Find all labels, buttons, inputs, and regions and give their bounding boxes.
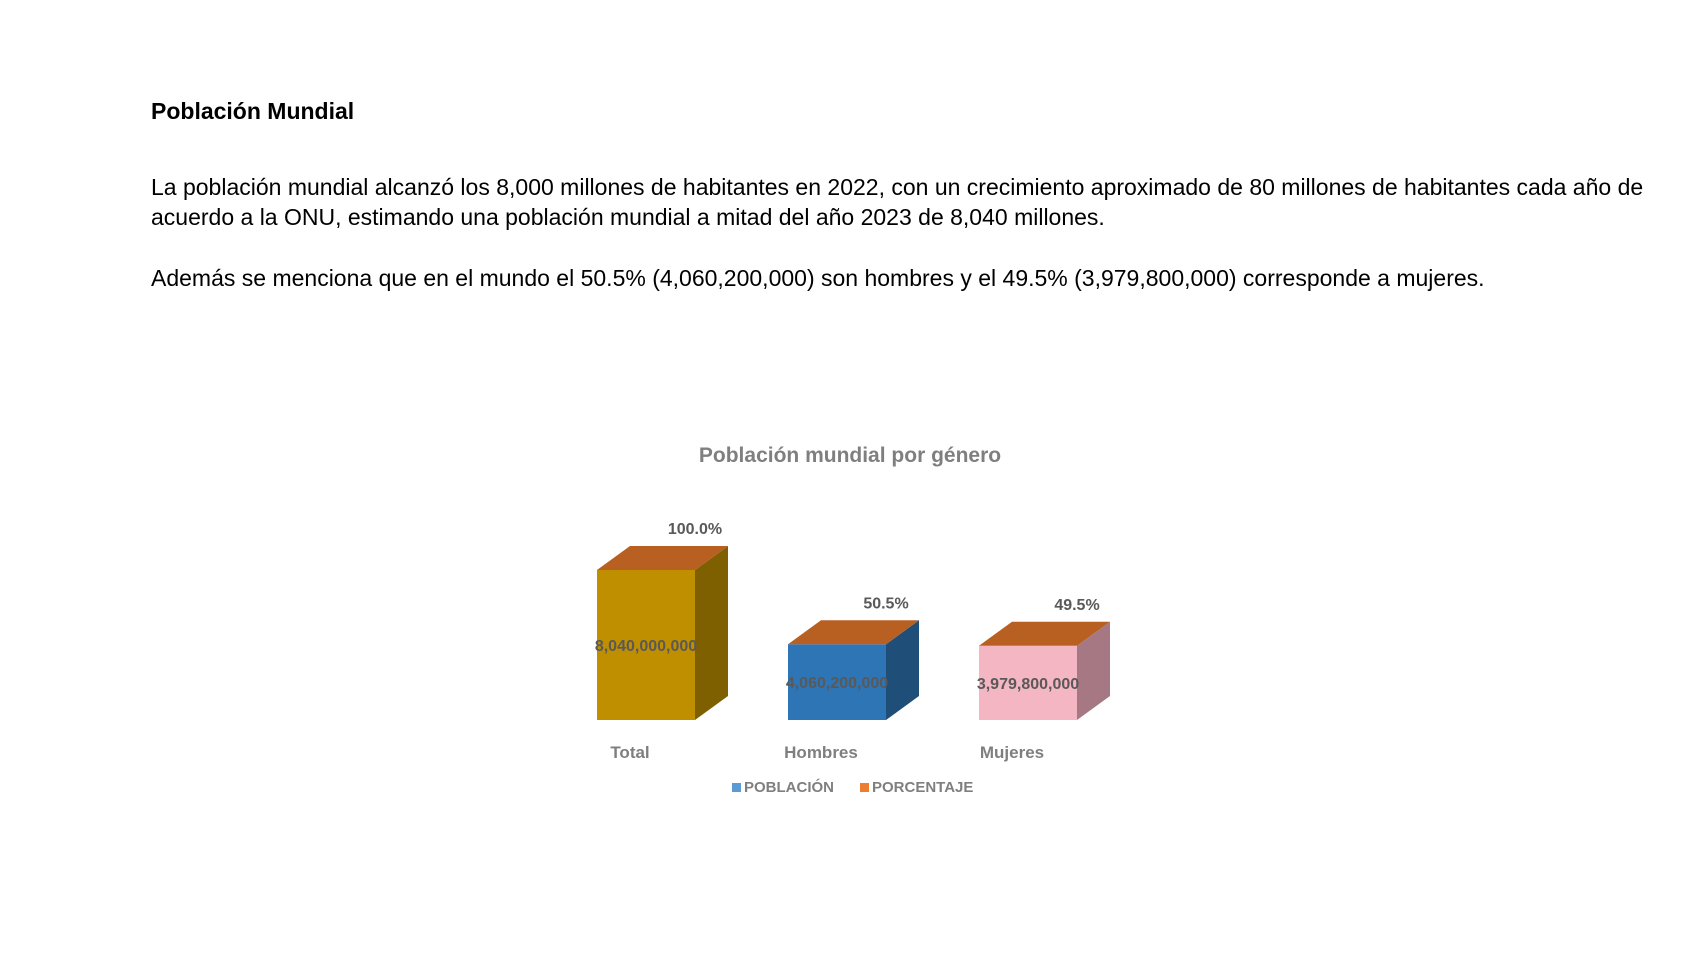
category-label-hombres: Hombres xyxy=(784,743,858,762)
chart-title: Población mundial por género xyxy=(698,444,1002,467)
chart-svg xyxy=(560,430,1140,810)
value-label-hombres: 4,060,200,000 xyxy=(785,675,889,693)
percent-label-mujeres: 49.5% xyxy=(1054,596,1100,614)
chart-legend xyxy=(732,778,973,796)
legend-label-poblacion: POBLACIÓN xyxy=(744,779,834,796)
percent-label-hombres: 50.5% xyxy=(863,595,909,613)
value-label-total: 8,040,000,000 xyxy=(594,638,698,655)
bar-side-total xyxy=(695,546,728,720)
intro-paragraph: La población mundial alcanzó los 8,000 millones de habitantes en 2022, con un crecimiento aproximado de 80 millones de habitantes cada año de acuerdo a la ONU, estimando una población mundial a mitad del año 2023 de 8,040 millones. xyxy=(151,174,1644,230)
category-label-total: Total xyxy=(610,743,650,762)
category-label-mujeres: Mujeres xyxy=(979,743,1045,762)
page-title: Población Mundial xyxy=(151,98,355,124)
gender-paragraph: Además se menciona que en el mundo el 50.5% (4,060,200,000) son hombres y el 49.5% (3,979,800,000) corresponde a mujeres. xyxy=(151,265,1485,291)
legend-swatch-porcentaje xyxy=(860,783,869,792)
bars-group xyxy=(595,521,1110,762)
legend-label-porcentaje: PORCENTAJE xyxy=(872,779,974,796)
legend-swatch-poblacion xyxy=(732,783,741,792)
population-chart xyxy=(560,430,1140,810)
percent-label-total: 100.0% xyxy=(667,521,723,538)
value-label-mujeres: 3,979,800,000 xyxy=(976,675,1080,693)
